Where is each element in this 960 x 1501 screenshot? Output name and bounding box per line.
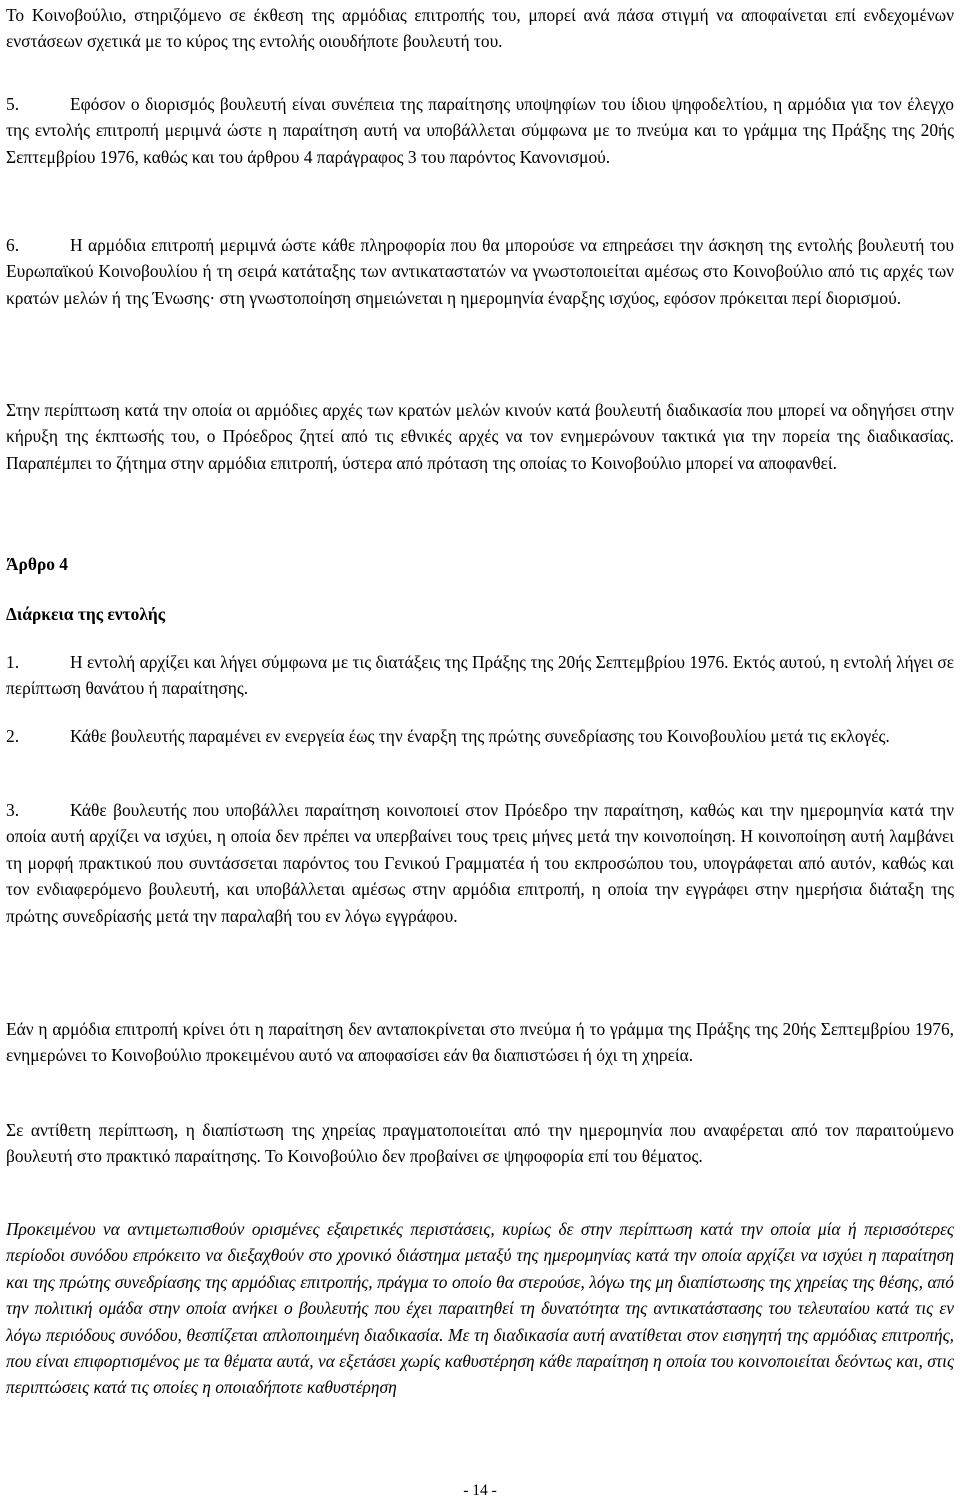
paragraph-procedure: Στην περίπτωση κατά την οποία οι αρμόδιες αρχές των κρατών μελών κινούν κατά βουλευτή διαδικασία που μπορεί να οδηγήσει στην κήρυξη της έκπτωσής του, ο Πρόεδρος ζητεί από τις εθνικές αρχές να τον ενημερώνουν τακτικά για την πορεία της διαδικασίας. Παραπέμπει το ζήτημα στην αρμόδια επιτροπή, ύστερα από πρόταση της οποίας το Κοινοβούλιο μπορεί να αποφανθεί.	[6, 400, 954, 473]
paragraph-number: 2.	[6, 726, 20, 746]
article-subtitle: Διάρκεια της εντολής	[6, 604, 166, 624]
article-paragraph-3	[6, 797, 954, 929]
paragraph-5	[6, 91, 954, 170]
article-paragraph-vacancy: Σε αντίθετη περίπτωση, η διαπίστωση της χηρείας πραγματοποιείται από την ημερομηνία που αναφέρεται από τον παραιτούμενο βουλευτή στο πρακτικό παραίτησης. Το Κοινοβούλιο δεν προβαίνει σε ψηφοφορία επί του θέματος.	[6, 1120, 954, 1167]
intro-paragraph: Το Κοινοβούλιο, στηριζόμενο σε έκθεση της αρμόδιας επιτροπής του, μπορεί ανά πάσα στιγμή να αποφαίνεται επί ενδεχομένων ενστάσεων σχετικά με το κύρος της εντολής οιουδήποτε βουλευτή του.	[6, 5, 954, 52]
article-paragraph-2	[6, 723, 954, 749]
paragraph-text: Εφόσον ο διορισμός βουλευτή είναι συνέπεια της παραίτησης υποψηφίων του ίδιου ψηφοδελτίου, η αρμόδια για τον έλεγχο της εντολής επιτροπή μεριμνά ώστε η παραίτηση αυτή να υποβάλλεται σύμφωνα με το πνεύμα και το γράμμα της Πράξης της 20ής Σεπτεμβρίου 1976, καθώς και του άρθρου 4 παράγραφος 3 του παρόντος Κανονισμού.	[6, 94, 954, 167]
paragraph-text: Η εντολή αρχίζει και λήγει σύμφωνα με τις διατάξεις της Πράξης της 20ής Σεπτεμβρίου 1976. Εκτός αυτού, η εντολή λήγει σε περίπτωση θανάτου ή παραίτησης.	[6, 652, 954, 699]
paragraph-6	[6, 232, 954, 311]
paragraph-number: 6.	[6, 235, 20, 255]
article-title: Άρθρο 4	[6, 554, 68, 574]
paragraph-number: 3.	[6, 800, 20, 820]
paragraph-text: Κάθε βουλευτής που υποβάλλει παραίτηση κοινοποιεί στον Πρόεδρο την παραίτηση, καθώς και την ημερομηνία κατά την οποία αυτή αρχίζει να ισχύει, η οποία δεν πρέπει να υπερβαίνει τους τρεις μήνες μετά την κοινοποίηση. Η κοινοποίηση αυτή λαμβάνει τη μορφή πρακτικού που συντάσσεται παρόντος του Γενικού Γραμματέα ή του εκπροσώπου του, υπογράφεται από αυτόν, καθώς και τον ενδιαφερόμενο βουλευτή, και υποβάλλεται αμέσως στην αρμόδια επιτροπή, η οποία την εγγράφει στην ημερήσια διάταξη της πρώτης συνεδρίασής μετά την παραλαβή του εν λόγω εγγράφου.	[6, 800, 954, 926]
paragraph-text: Κάθε βουλευτής παραμένει εν ενεργεία έως την έναρξη της πρώτης συνεδρίασης του Κοινοβουλίου μετά τις εκλογές.	[70, 726, 890, 746]
article-paragraph-resignation-review: Εάν η αρμόδια επιτροπή κρίνει ότι η παραίτηση δεν ανταποκρίνεται στο πνεύμα ή το γράμμα της Πράξης της 20ής Σεπτεμβρίου 1976, ενημερώνει το Κοινοβούλιο προκειμένου αυτό να αποφασίσει εάν θα διαπιστώσει ή όχι τη χηρεία.	[6, 1019, 954, 1066]
article-paragraph-1	[6, 649, 954, 702]
page-number: - 14 -	[463, 1482, 497, 1499]
italic-paragraph: Προκειμένου να αντιμετωπισθούν ορισμένες εξαιρετικές περιστάσεις, κυρίως δε στην περίπτωση κατά την οποία μία ή περισσότερες περίοδοι συνόδου επρόκειτο να διεξαχθούν στο χρονικό διάστημα μεταξύ της ημερομηνίας κατά την οποία αρχίζει να ισχύει η παραίτηση και της πρώτης συνεδρίασης της αρμόδιας επιτροπής, πράγμα το οποίο θα στερούσε, λόγω της μη διαπίστωσης της χηρείας της θέσης, από την πολιτική ομάδα στην οποία ανήκει ο βουλευτής που έχει παραιτηθεί τη δυνατότητα της αντικατάστασης του τελευταίου κατά τις εν λόγω περιόδους συνόδου, θεσπίζεται απλοποιημένη διαδικασία. Με τη διαδικασία αυτή ανατίθεται στον εισηγητή της αρμόδιας επιτροπής, που είναι επιφορτισμένος με τα θέματα αυτά, να εξετάσει χωρίς καθυστέρηση κάθε παραίτηση η οποία του κοινοποιείται δεόντως και, στις περιπτώσεις κατά τις οποίες η οποιαδήποτε καθυστέρηση	[6, 1219, 954, 1398]
paragraph-number: 5.	[6, 94, 20, 114]
paragraph-text: Η αρμόδια επιτροπή μεριμνά ώστε κάθε πληροφορία που θα μπορούσε να επηρεάσει την άσκηση της εντολής βουλευτή του Ευρωπαϊκού Κοινοβουλίου ή τη σειρά κατάταξης των αντικαταστατών να γνωστοποιείται αμέσως στο Κοινοβούλιο από τις αρχές των κρατών μελών ή της Ένωσης· στη γνωστοποίηση σημειώνεται η ημερομηνία έναρξης ισχύος, εφόσον πρόκειται περί διορισμού.	[6, 235, 954, 308]
document-page	[6, 0, 954, 1500]
paragraph-number: 1.	[6, 652, 20, 672]
